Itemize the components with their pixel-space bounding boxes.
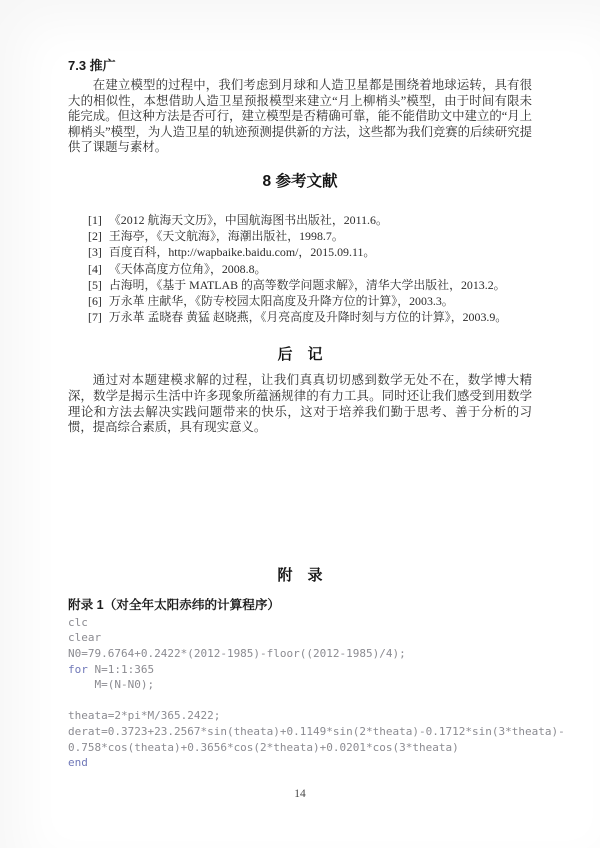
reference-list [68,212,532,325]
code-line [68,646,532,662]
reference-label: [1] [88,212,102,227]
code-text: M=(N-N0); [68,678,155,692]
reference-label: [4] [88,261,102,276]
code-text: clc [68,615,88,629]
code-text: 0.758*cos(theata)+0.3656*cos(2*theata)+0.0201*cos(3*theata) [68,740,459,754]
appendix-1-title: 附录 1（对全年太阳赤纬的计算程序） [68,597,281,612]
code-text: clear [68,631,102,645]
code-line [68,662,532,678]
matlab-code-block [68,615,565,771]
reference-item [88,212,532,228]
reference-label: [3] [88,245,102,260]
code-line [68,724,565,740]
reference-item [88,261,532,277]
code-line [68,693,532,709]
reference-label: [2] [88,229,102,244]
reference-item [88,309,532,325]
code-line [68,630,532,646]
reference-label: [7] [88,310,102,325]
code-text: N0=79.6764+0.2422*(2012-1985)-floor((2012-1985)/4); [68,646,406,660]
reference-text: 《天体高度方位角》，2008.8。 [108,261,267,276]
page-number: 14 [294,788,306,800]
code-line [68,755,532,771]
code-keyword: end [68,756,88,770]
postscript-paragraph: 通过对本题建模求解的过程，让我们真真切切感到数学无处不在，数学博大精深，数学是揭示生活中许多现象所蕴涵规律的有力工具。同时还让我们感受到用数学理论和方法去解决实践问题带来的快乐，这对于培养我们勤于思考、善于分析的习惯，提高综合素质，具有现实意义。 [68,373,532,435]
section-7-3-heading: 7.3 推广 [68,58,116,73]
code-line [68,740,532,756]
reference-text: 王海亭，《天文航海》，海潮出版社，1998.7。 [108,229,344,244]
postscript-heading: 后 记 [277,346,323,364]
code-line [68,615,532,631]
reference-item [88,277,532,293]
reference-text: 万永革 孟晓春 黄猛 赵晓燕，《月亮高度及升降时刻与方位的计算》，2003.9。 [108,310,508,325]
code-text: theata=2*pi*M/365.2422; [68,709,221,723]
reference-text: 百度百科，http://wapbaike.baidu.com/，2015.09.11。 [108,245,376,260]
section-7-3-paragraph: 在建立模型的过程中，我们考虑到月球和人造卫星都是围绕着地球运转，具有很大的相似性，本想借助人造卫星预报模型来建立“月上柳梢头”模型，由于时间有限未能完成。但这种方法是否可行，建立模型是否精确可靠，能不能借助文中建立的“月上柳梢头”模型，为人造卫星的轨迹预测提供新的方法，这些都为我们竞赛的后续研究提供了课题与素材。 [68,78,532,155]
code-line [68,677,532,693]
reference-text: 《2012 航海天文历》，中国航海图书出版社，2011.6。 [108,212,388,227]
reference-label: [6] [88,293,102,308]
references-heading: 8 参考文献 [262,172,338,190]
code-text: derat=0.3723+23.2567*sin(theata)+0.1149*sin(2*theata)-0.1712*sin(3*theata)- [68,724,565,738]
reference-label: [5] [88,277,102,292]
reference-text: 占海明，《基于 MATLAB 的高等数学问题求解》，清华大学出版社，2013.2。 [108,277,506,292]
code-line [68,708,532,724]
reference-item [88,228,532,244]
code-keyword: for [68,662,88,676]
reference-item [88,293,532,309]
reference-item [88,244,532,260]
appendix-heading: 附 录 [277,566,323,584]
section-7-3 [68,58,532,156]
reference-text: 万永革 庄献华，《防专校园太阳高度及升降方位的计算》，2003.3。 [108,293,454,308]
code-text: N=1:1:365 [87,662,155,676]
